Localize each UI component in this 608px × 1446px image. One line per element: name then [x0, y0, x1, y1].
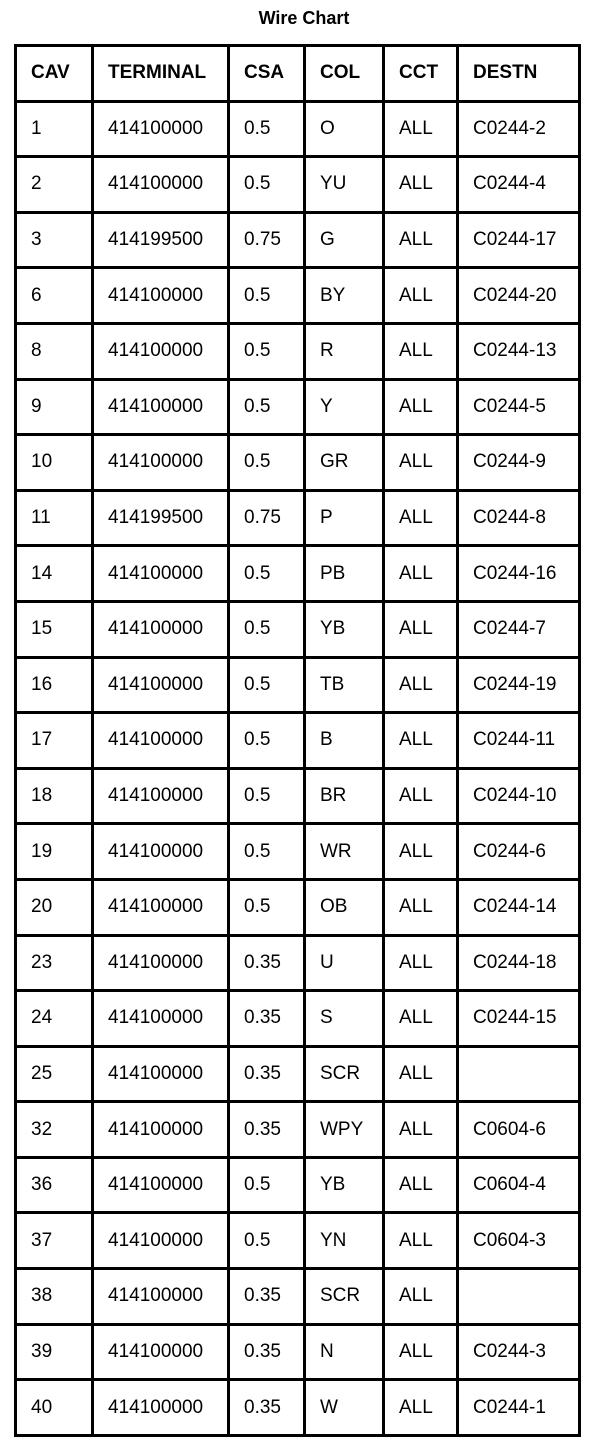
column-header-terminal: TERMINAL	[93, 46, 229, 102]
cell-destn: C0244-2	[458, 101, 580, 157]
cell-cct: ALL	[384, 1269, 458, 1325]
cell-terminal: 414100000	[93, 824, 229, 880]
cell-csa: 0.5	[229, 713, 305, 769]
table-row	[16, 601, 580, 657]
cell-cct: ALL	[384, 546, 458, 602]
cell-cct: ALL	[384, 768, 458, 824]
cell-csa: 0.35	[229, 991, 305, 1047]
cell-cav: 19	[16, 824, 93, 880]
cell-destn: C0244-15	[458, 991, 580, 1047]
cell-destn: C0604-6	[458, 1102, 580, 1158]
cell-csa: 0.5	[229, 546, 305, 602]
cell-destn: C0244-16	[458, 546, 580, 602]
cell-terminal: 414100000	[93, 935, 229, 991]
cell-cct: ALL	[384, 824, 458, 880]
table-row	[16, 212, 580, 268]
cell-cav: 9	[16, 379, 93, 435]
table-row	[16, 879, 580, 935]
cell-destn: C0244-14	[458, 879, 580, 935]
column-header-cav: CAV	[16, 46, 93, 102]
cell-col: GR	[305, 435, 384, 491]
cell-cav: 18	[16, 768, 93, 824]
cell-col: WPY	[305, 1102, 384, 1158]
wire-chart-table	[14, 44, 581, 1437]
cell-col: R	[305, 323, 384, 379]
cell-csa: 0.5	[229, 101, 305, 157]
cell-terminal: 414100000	[93, 1046, 229, 1102]
cell-cav: 3	[16, 212, 93, 268]
cell-terminal: 414100000	[93, 713, 229, 769]
cell-terminal: 414100000	[93, 435, 229, 491]
cell-destn: C0244-1	[458, 1380, 580, 1436]
table-row	[16, 1380, 580, 1436]
page-title: Wire Chart	[258, 8, 350, 28]
cell-csa: 0.75	[229, 212, 305, 268]
cell-cav: 40	[16, 1380, 93, 1436]
cell-terminal: 414100000	[93, 601, 229, 657]
cell-terminal: 414100000	[93, 1213, 229, 1269]
cell-cav: 15	[16, 601, 93, 657]
cell-cav: 24	[16, 991, 93, 1047]
cell-col: SCR	[305, 1269, 384, 1325]
cell-terminal: 414100000	[93, 101, 229, 157]
cell-col: YN	[305, 1213, 384, 1269]
cell-csa: 0.5	[229, 157, 305, 213]
cell-col: O	[305, 101, 384, 157]
cell-csa: 0.75	[229, 490, 305, 546]
cell-cav: 14	[16, 546, 93, 602]
cell-cct: ALL	[384, 435, 458, 491]
table-row	[16, 713, 580, 769]
table-row	[16, 379, 580, 435]
cell-terminal: 414100000	[93, 157, 229, 213]
cell-col: OB	[305, 879, 384, 935]
cell-csa: 0.5	[229, 768, 305, 824]
cell-terminal: 414100000	[93, 323, 229, 379]
cell-destn: C0244-13	[458, 323, 580, 379]
table-row	[16, 657, 580, 713]
cell-cct: ALL	[384, 1102, 458, 1158]
table-row	[16, 157, 580, 213]
cell-col: TB	[305, 657, 384, 713]
cell-cct: ALL	[384, 101, 458, 157]
cell-csa: 0.5	[229, 1157, 305, 1213]
cell-terminal: 414100000	[93, 1380, 229, 1436]
cell-terminal: 414100000	[93, 1157, 229, 1213]
cell-terminal: 414199500	[93, 490, 229, 546]
cell-csa: 0.35	[229, 1269, 305, 1325]
cell-csa: 0.5	[229, 601, 305, 657]
cell-cav: 23	[16, 935, 93, 991]
cell-col: B	[305, 713, 384, 769]
column-header-csa: CSA	[229, 46, 305, 102]
cell-destn: C0244-4	[458, 157, 580, 213]
cell-col: W	[305, 1380, 384, 1436]
table-row	[16, 935, 580, 991]
cell-csa: 0.5	[229, 435, 305, 491]
cell-cav: 36	[16, 1157, 93, 1213]
cell-col: G	[305, 212, 384, 268]
cell-cct: ALL	[384, 601, 458, 657]
cell-csa: 0.5	[229, 824, 305, 880]
cell-cct: ALL	[384, 1046, 458, 1102]
table-row	[16, 323, 580, 379]
table-row	[16, 268, 580, 324]
cell-destn: C0244-5	[458, 379, 580, 435]
cell-destn: C0244-20	[458, 268, 580, 324]
cell-cav: 32	[16, 1102, 93, 1158]
cell-col: S	[305, 991, 384, 1047]
cell-terminal: 414100000	[93, 1324, 229, 1380]
cell-cct: ALL	[384, 490, 458, 546]
table-row	[16, 1102, 580, 1158]
cell-terminal: 414100000	[93, 379, 229, 435]
cell-csa: 0.5	[229, 657, 305, 713]
cell-terminal: 414100000	[93, 1269, 229, 1325]
cell-cav: 39	[16, 1324, 93, 1380]
table-body	[16, 101, 580, 1435]
cell-cav: 8	[16, 323, 93, 379]
cell-terminal: 414100000	[93, 1102, 229, 1158]
cell-cav: 17	[16, 713, 93, 769]
table-row	[16, 101, 580, 157]
table-row	[16, 1046, 580, 1102]
cell-cav: 2	[16, 157, 93, 213]
cell-cct: ALL	[384, 379, 458, 435]
cell-col: BY	[305, 268, 384, 324]
cell-terminal: 414100000	[93, 546, 229, 602]
cell-terminal: 414100000	[93, 768, 229, 824]
cell-terminal: 414100000	[93, 991, 229, 1047]
cell-terminal: 414100000	[93, 268, 229, 324]
table-row	[16, 1157, 580, 1213]
table-row	[16, 490, 580, 546]
cell-destn: C0244-3	[458, 1324, 580, 1380]
cell-cct: ALL	[384, 268, 458, 324]
cell-csa: 0.35	[229, 1380, 305, 1436]
cell-col: U	[305, 935, 384, 991]
cell-destn: C0244-8	[458, 490, 580, 546]
cell-col: P	[305, 490, 384, 546]
table-row	[16, 435, 580, 491]
cell-csa: 0.5	[229, 379, 305, 435]
table-row	[16, 768, 580, 824]
cell-cct: ALL	[384, 1213, 458, 1269]
table-row	[16, 1324, 580, 1380]
cell-cct: ALL	[384, 323, 458, 379]
cell-cct: ALL	[384, 212, 458, 268]
cell-destn	[458, 1269, 580, 1325]
cell-cav: 20	[16, 879, 93, 935]
cell-cav: 16	[16, 657, 93, 713]
cell-destn: C0244-6	[458, 824, 580, 880]
cell-destn: C0244-7	[458, 601, 580, 657]
cell-destn: C0244-10	[458, 768, 580, 824]
cell-cav: 6	[16, 268, 93, 324]
cell-destn: C0604-4	[458, 1157, 580, 1213]
cell-csa: 0.5	[229, 1213, 305, 1269]
cell-cav: 38	[16, 1269, 93, 1325]
table-row	[16, 991, 580, 1047]
cell-cav: 37	[16, 1213, 93, 1269]
cell-csa: 0.5	[229, 879, 305, 935]
cell-cct: ALL	[384, 879, 458, 935]
cell-col: YB	[305, 1157, 384, 1213]
cell-cav: 1	[16, 101, 93, 157]
cell-csa: 0.35	[229, 1102, 305, 1158]
cell-destn: C0244-19	[458, 657, 580, 713]
cell-cct: ALL	[384, 657, 458, 713]
cell-col: N	[305, 1324, 384, 1380]
column-header-col: COL	[305, 46, 384, 102]
cell-terminal: 414199500	[93, 212, 229, 268]
cell-terminal: 414100000	[93, 879, 229, 935]
cell-destn: C0244-18	[458, 935, 580, 991]
cell-col: SCR	[305, 1046, 384, 1102]
cell-cct: ALL	[384, 935, 458, 991]
column-header-cct: CCT	[384, 46, 458, 102]
cell-destn: C0244-9	[458, 435, 580, 491]
header-row	[16, 46, 580, 102]
table-row	[16, 546, 580, 602]
cell-cct: ALL	[384, 713, 458, 769]
column-header-destn: DESTN	[458, 46, 580, 102]
cell-cav: 11	[16, 490, 93, 546]
table-row	[16, 1269, 580, 1325]
cell-cav: 10	[16, 435, 93, 491]
cell-col: PB	[305, 546, 384, 602]
cell-destn	[458, 1046, 580, 1102]
cell-csa: 0.5	[229, 268, 305, 324]
cell-col: YB	[305, 601, 384, 657]
cell-csa: 0.5	[229, 323, 305, 379]
cell-col: YU	[305, 157, 384, 213]
cell-terminal: 414100000	[93, 657, 229, 713]
cell-csa: 0.35	[229, 935, 305, 991]
table-row	[16, 1213, 580, 1269]
cell-col: BR	[305, 768, 384, 824]
cell-destn: C0604-3	[458, 1213, 580, 1269]
table-row	[16, 824, 580, 880]
cell-cct: ALL	[384, 991, 458, 1047]
cell-cct: ALL	[384, 1324, 458, 1380]
cell-destn: C0244-17	[458, 212, 580, 268]
cell-csa: 0.35	[229, 1046, 305, 1102]
cell-cav: 25	[16, 1046, 93, 1102]
cell-col: WR	[305, 824, 384, 880]
cell-destn: C0244-11	[458, 713, 580, 769]
cell-csa: 0.35	[229, 1324, 305, 1380]
cell-cct: ALL	[384, 1157, 458, 1213]
cell-cct: ALL	[384, 1380, 458, 1436]
cell-col: Y	[305, 379, 384, 435]
cell-cct: ALL	[384, 157, 458, 213]
